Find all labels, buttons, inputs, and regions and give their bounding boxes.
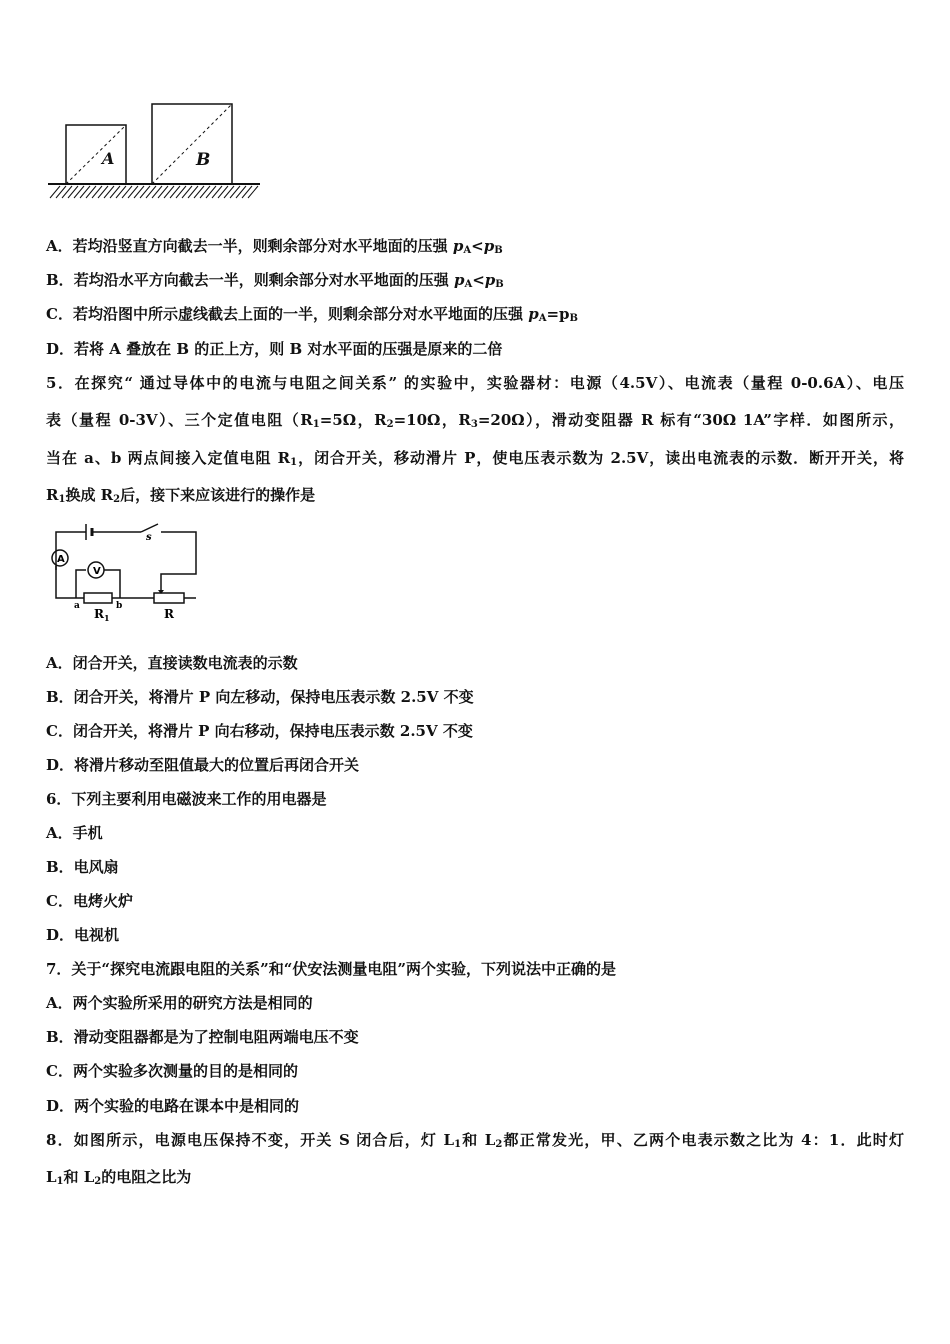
circuit-figure-q5: [46, 518, 206, 626]
r-label: R: [164, 607, 174, 621]
q7-option-b: B．滑动变阻器都是为了控制电阻两端电压不变: [46, 1028, 359, 1046]
point-b-label: b: [116, 601, 123, 611]
q5-stem-line2: 表（量程 0-3V）、三个定值电阻（$R_1=5\Omega$，$R_2=10\Omega$，$R_3=20\Omega$），滑动变阻器 R 标有“30Ω 1A”字样．如图所示，: [46, 411, 904, 430]
rheostat-r: [154, 593, 184, 603]
q8-stem-line1: 8．如图所示，电源电压保持不变，开关 S 闭合后，灯 $L_1$和 $L_2$都正常发光，甲、乙两个电表示数之比为 4：1．此时灯: [46, 1131, 904, 1150]
q5-option-b: B．闭合开关，将滑片 P 向左移动，保持电压表示数 2.5V 不变: [46, 688, 474, 706]
block-b-label: B: [196, 150, 211, 170]
q7-option-c: C．两个实验多次测量的目的是相同的: [46, 1062, 298, 1080]
q7-stem: 7．关于“探究电流跟电阻的关系”和“伏安法测量电阻”两个实验，下列说法中正确的是: [46, 960, 616, 978]
q6-option-d: D．电视机: [46, 926, 120, 944]
q4-option-b: B．若均沿水平方向截去一半，则剩余部分对水平地面的压强 $p_A<p_B$: [46, 271, 504, 290]
q8-stem-line2: $L_1$和 $L_2$的电阻之比为: [46, 1168, 192, 1187]
ammeter-label: A: [57, 554, 65, 565]
q5-stem-line4: $R_1$换成 $R_2$后，接下来应该进行的操作是: [46, 486, 316, 505]
q4-option-c: C．若均沿图中所示虚线截去上面的一半，则剩余部分对水平地面的压强 $p_A=p_B$: [46, 305, 578, 324]
block-a-label: A: [102, 149, 115, 168]
point-a-label: a: [74, 601, 80, 611]
q5-option-c: C．闭合开关，将滑片 P 向右移动，保持电压表示数 2.5V 不变: [46, 722, 473, 740]
q4-option-a: A．若均沿竖直方向截去一半，则剩余部分对水平地面的压强 $p_A<p_B$: [46, 237, 503, 256]
voltmeter-label: V: [93, 566, 101, 577]
q6-option-b: B．电风扇: [46, 858, 119, 876]
q5-stem-line3: 当在 a、b 两点间接入定值电阻 $R_1$，闭合开关，移动滑片 P，使电压表示数为 2.5V，读出电流表的示数．断开开关，将: [46, 449, 905, 468]
q7-option-d: D．两个实验的电路在课本中是相同的: [46, 1097, 300, 1115]
q6-option-a: A．手机: [46, 824, 103, 842]
q5-option-a: A．闭合开关，直接读数电流表的示数: [46, 654, 298, 672]
q5-stem-line1: 5．在探究“ 通过导体中的电流与电阻之间关系” 的实验中，实验器材：电源（4.5V）、电流表（量程 0-0.6A）、电压: [46, 374, 904, 392]
resistor-r1: [84, 593, 112, 603]
q6-option-c: C．电烤火炉: [46, 892, 133, 910]
q4-option-d: D．若将 A 叠放在 B 的正上方，则 B 对水平面的压强是原来的二倍: [46, 340, 503, 358]
switch-label: s: [146, 532, 152, 543]
r1-label: $R_1$: [94, 607, 110, 623]
blocks-figure: [44, 98, 264, 203]
q5-option-d: D．将滑片移动至阻值最大的位置后再闭合开关: [46, 756, 360, 774]
q6-stem: 6．下列主要利用电磁波来工作的用电器是: [46, 790, 327, 808]
q7-option-a: A．两个实验所采用的研究方法是相同的: [46, 994, 313, 1012]
